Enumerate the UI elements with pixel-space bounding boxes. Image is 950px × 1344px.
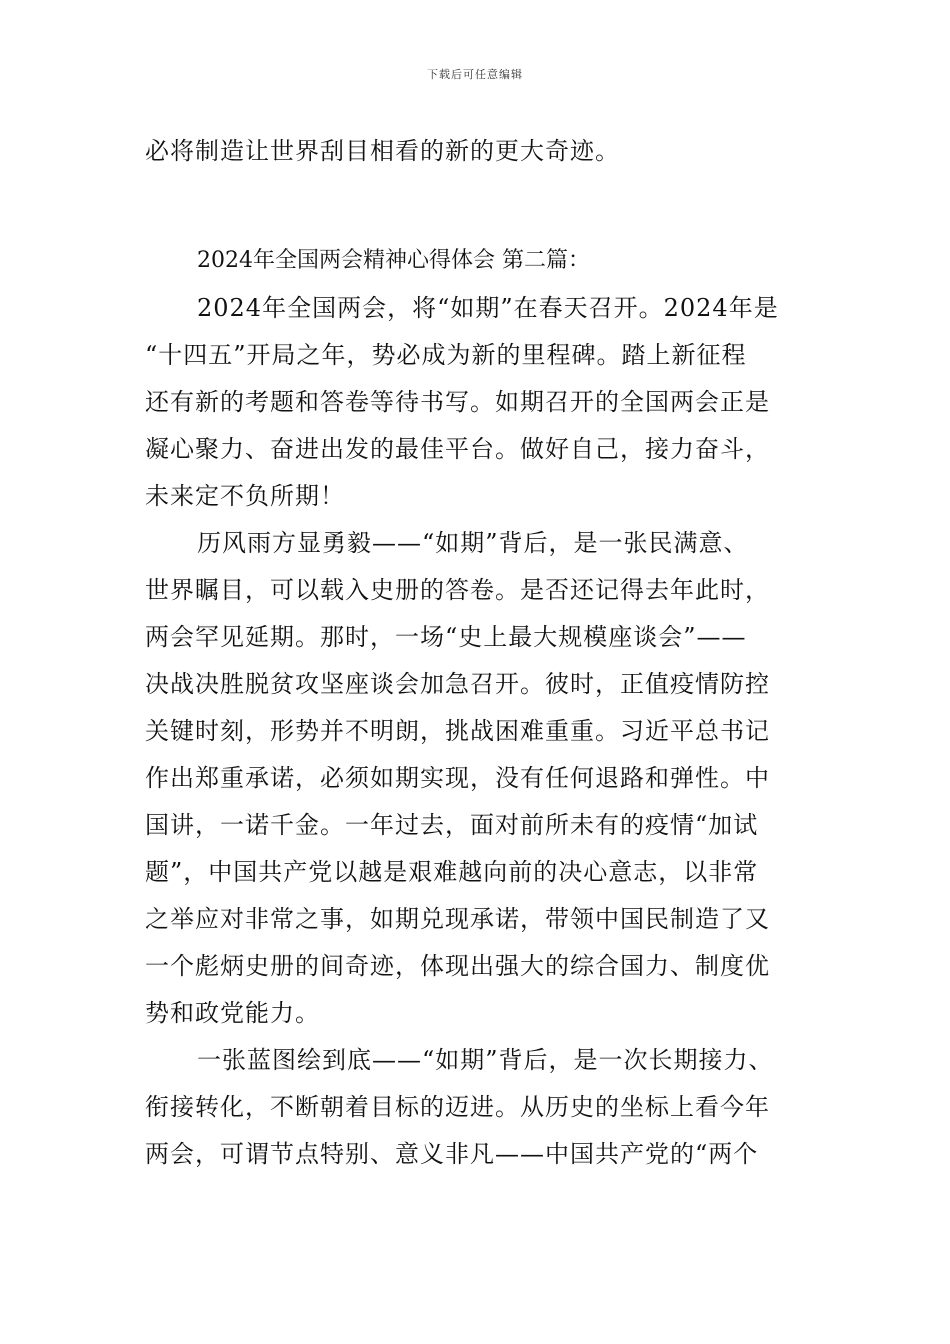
paragraph-line: 国讲，一诺千金。一年过去，面对前所未有的疫情“加试: [145, 811, 759, 839]
page-header-note: 下载后可任意编辑: [427, 68, 523, 81]
paragraph-2: [145, 520, 820, 1037]
paragraph-line: 未来定不负所期！: [145, 482, 345, 510]
paragraph-line: 一个彪炳史册的间奇迹，体现出强大的综合国力、制度优: [145, 952, 770, 980]
paragraph-line: 之举应对非常之事，如期兑现承诺，带领中国民制造了又: [145, 905, 770, 933]
document-body: [145, 128, 820, 1178]
paragraph-line: 历风雨方显勇毅——“如期”背后，是一张民满意、: [197, 529, 749, 557]
paragraph-line: 题”，中国共产党以越是艰难越向前的决心意志，以非常: [145, 858, 759, 886]
paragraph-line: 世界瞩目，可以载入史册的答卷。是否还记得去年此时，: [145, 576, 770, 604]
paragraph-line: 决战决胜脱贫攻坚座谈会加急召开。彼时，正值疫情防控: [145, 670, 770, 698]
paragraph-line: 关键时刻，形势并不明朗，挑战困难重重。习近平总书记: [145, 717, 770, 745]
paragraph-line: 凝心聚力、奋进出发的最佳平台。做好自己，接力奋斗，: [145, 435, 770, 463]
paragraph-line: 衔接转化，不断朝着目标的迈进。从历史的坐标上看今年: [145, 1093, 770, 1121]
paragraph-line: 势和政党能力。: [145, 999, 320, 1027]
paragraph-line: 2024年全国两会，将“如期”在春天召开。2024年是: [197, 294, 779, 322]
continuation-line: 必将制造让世界刮目相看的新的更大奇迹。: [145, 137, 620, 165]
section-heading: 2024年全国两会精神心得体会 第二篇：: [197, 248, 590, 273]
paragraph-line: 作出郑重承诺，必须如期实现，没有任何退路和弹性。中: [145, 764, 770, 792]
paragraph-line: 还有新的考题和答卷等待书写。如期召开的全国两会正是: [145, 388, 770, 416]
section-gap: [145, 175, 820, 237]
paragraph-3: [145, 1037, 820, 1178]
paragraph-line: 两会罕见延期。那时，一场“史上最大规模座谈会”——: [145, 623, 747, 651]
paragraph-1: [145, 285, 820, 520]
paragraph-line: “十四五”开局之年，势必成为新的里程碑。踏上新征程: [145, 341, 747, 369]
paragraph-line: 两会，可谓节点特别、意义非凡——中国共产党的“两个: [145, 1140, 759, 1168]
paragraph-line: 一张蓝图绘到底——“如期”背后，是一次长期接力、: [197, 1046, 774, 1074]
